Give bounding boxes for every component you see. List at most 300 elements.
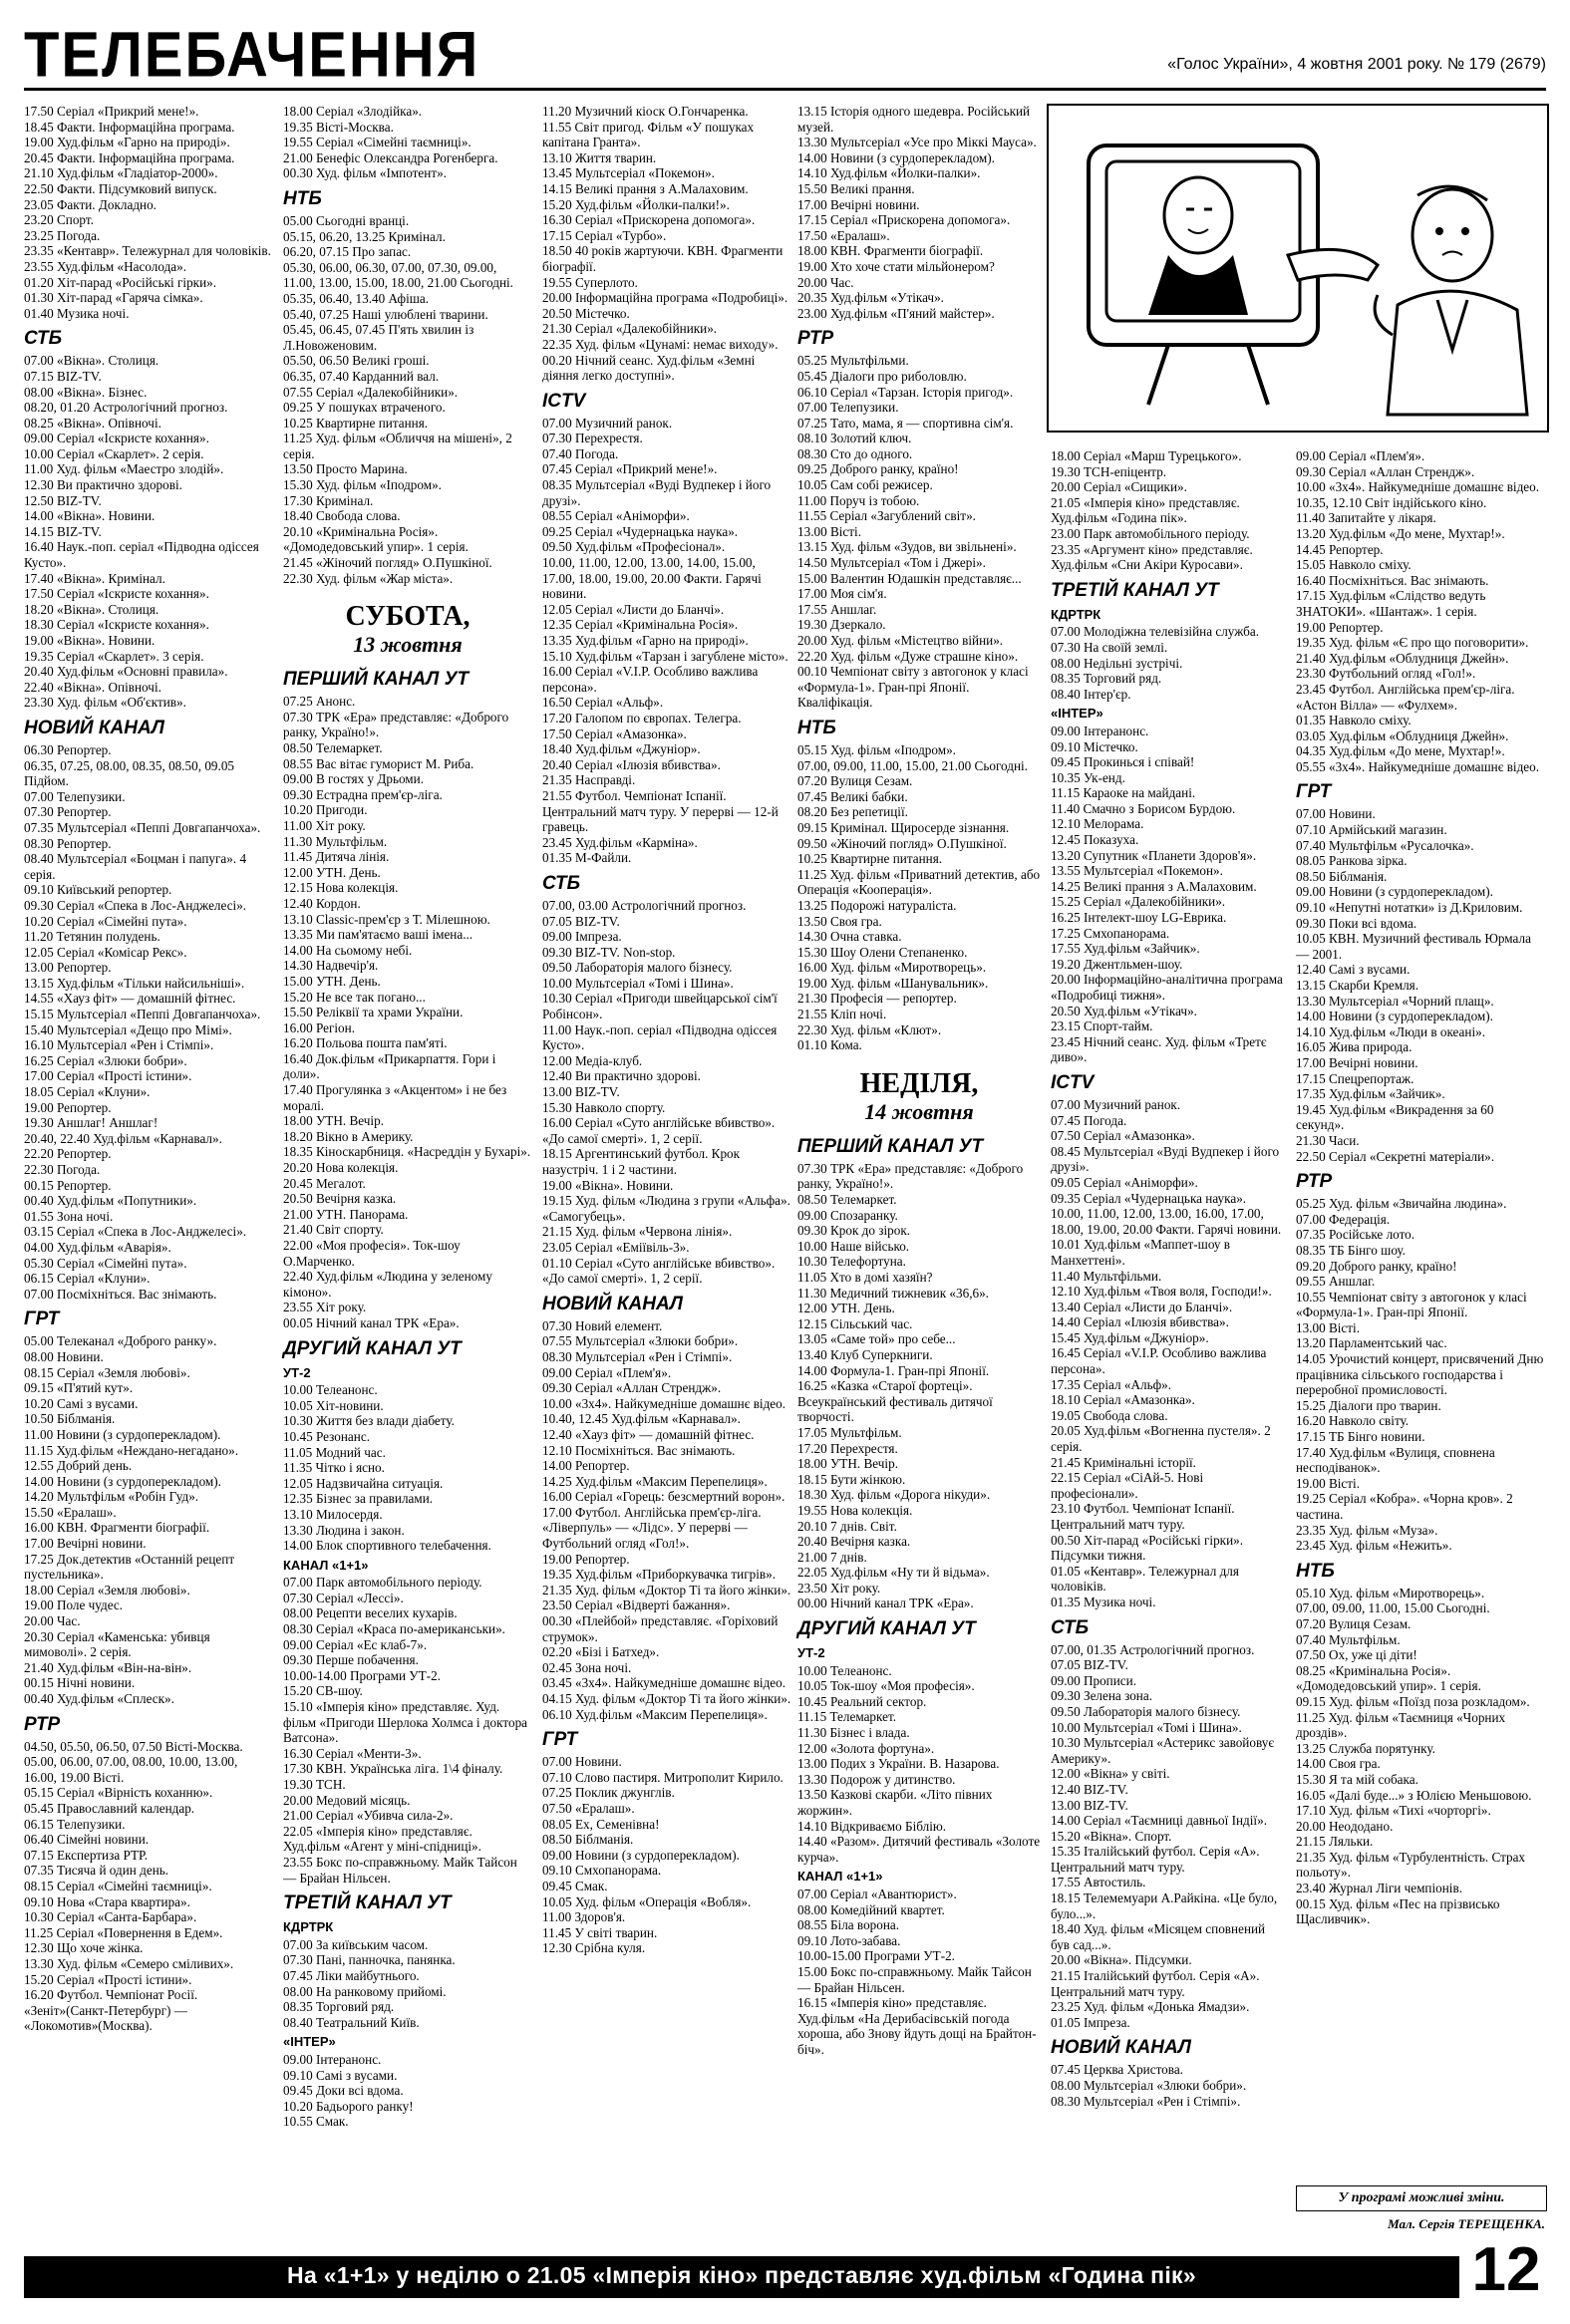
- schedule-item: 14.55 «Хауз фіт» — домашній фітнес.: [24, 991, 236, 1007]
- schedule-item: 08.00 Недільні зустрічі.: [1051, 655, 1183, 671]
- schedule-item: 16.45 Серіал «V.I.P. Особливо важлива персона».: [1051, 1345, 1267, 1377]
- schedule-item: 10.05 Хіт-новини.: [283, 1397, 384, 1413]
- schedule-item: 07.10 Слово пастиря. Митрополит Кирило.: [542, 1769, 784, 1785]
- schedule-item: 23.20 Спорт.: [24, 212, 94, 228]
- schedule-item: 19.05 Свобода слова.: [1051, 1407, 1168, 1423]
- schedule-item: 07.00 Телепузики.: [24, 788, 126, 804]
- schedule-item: 11.20 Музичний кіоск О.Гончаренка.: [542, 104, 749, 119]
- schedule-item: 15.10 «Імперія кіно» представляє. Худ. фільм «Пригоди Шерлока Холмса і доктора Ватсона».: [283, 1699, 528, 1746]
- schedule-item: 09.00 Прописи.: [1051, 1672, 1137, 1688]
- schedule-item: 11.40 Запитайте у лікаря.: [1296, 510, 1436, 526]
- schedule-item: 12.15 Сільський час.: [797, 1315, 913, 1331]
- schedule-item: 08.50 Телемаркет.: [797, 1192, 897, 1208]
- schedule-item: 17.15 ТБ Бінго новини.: [1296, 1429, 1425, 1445]
- schedule-item: 06.35, 07.25, 08.00, 08.35, 08.50, 09.05 Підйом.: [24, 757, 234, 789]
- schedule-item: 23.05 Факти. Докладно.: [24, 196, 157, 212]
- schedule-item: 07.45 Великі бабки.: [797, 788, 908, 804]
- channel-heading: СТБ: [1051, 1616, 1090, 1638]
- schedule-item: 18.40 Свобода слова.: [283, 508, 401, 524]
- schedule-item: 17.30 Кримінал.: [283, 492, 374, 508]
- schedule-item: 23.25 Погода.: [24, 227, 101, 243]
- schedule-item: 10.05 Ток-шоу «Моя професія».: [797, 1678, 975, 1694]
- schedule-item: 06.35, 07.40 Карданний вал.: [283, 368, 440, 384]
- schedule-item: 16.05 Жива природа.: [1296, 1039, 1413, 1055]
- schedule-item: 08.35 Мультсеріал «Вуді Вудпекер і його друзі».: [542, 477, 772, 508]
- schedule-item: 20.05 Худ.фільм «Вогненна пустеля». 2 серія.: [1051, 1423, 1271, 1455]
- schedule-item: 07.15 BIZ-TV.: [24, 368, 102, 384]
- schedule-item: 19.00 Худ. фільм «Шанувальник».: [797, 975, 989, 991]
- schedule-item: 01.55 Зона ночі.: [24, 1208, 114, 1224]
- schedule-item: 06.15 Серіал «Клуни».: [24, 1271, 151, 1287]
- schedule-item: 13.25 Подорожі натураліста.: [797, 897, 957, 913]
- schedule-item: 09.00 Новини (з сурдоперекладом).: [542, 1847, 740, 1863]
- schedule-item: 19.30 Дзеркало.: [797, 617, 886, 633]
- channel-heading: ТРЕТІЙ КАНАЛ УТ: [283, 1892, 452, 1914]
- schedule-item: 18.00 Серіал «Марш Турецького».: [1051, 448, 1242, 463]
- schedule-item: 11.25 Худ. фільм «Приватний детектив, або Операція «Кооперація».: [797, 866, 1041, 898]
- schedule-item: 11.15 Телемаркет.: [797, 1709, 897, 1725]
- schedule-item: 17.00 Вечірні новини.: [1296, 1054, 1418, 1070]
- channel-heading: СТБ: [24, 328, 63, 350]
- schedule-item: 11.00 Здоров'я.: [542, 1909, 626, 1925]
- schedule-item: 21.40 Світ спорту.: [283, 1222, 384, 1238]
- channel-heading: РТР: [797, 328, 834, 350]
- footer-text: На «1+1» у неділю о 21.05 «Імперія кіно» представляє худ.фільм «Година пік»: [287, 2262, 1196, 2288]
- schedule-item: 08.15 Серіал «Сімейні таємниці».: [24, 1878, 212, 1893]
- schedule-item: 21.45 «Жіночий погляд» О.Пушкіної.: [283, 555, 492, 571]
- schedule-item: 11.25 Худ. фільм «Таємниця «Чорних дроздів».: [1296, 1709, 1506, 1741]
- schedule-item: 14.05 Урочистий концерт, присвячений Дню працівника сільського господарства і переробної промисловості.: [1296, 1351, 1544, 1398]
- channel-subheading: КДРТРК: [283, 1919, 334, 1935]
- schedule-item: 17.15 Спецрепортаж.: [1296, 1070, 1414, 1086]
- channel-heading: НОВИЙ КАНАЛ: [24, 717, 164, 738]
- schedule-item: 00.40 Худ.фільм «Попутники».: [24, 1193, 197, 1209]
- schedule-item: 09.45 Доки всі вдома.: [283, 2083, 404, 2099]
- schedule-item: 15.00 УТН. День.: [283, 973, 381, 989]
- schedule-item: 10.05 КВН. Музичний фестиваль Юрмала — 2001.: [1296, 931, 1531, 962]
- schedule-item: 08.55 Серіал «Аніморфи».: [542, 508, 690, 524]
- schedule-item: 15.45 Худ.фільм «Джуніор».: [1051, 1329, 1209, 1345]
- schedule-item: 05.45 Діалоги про риболовлю.: [797, 368, 967, 384]
- schedule-item: 05.30, 06.00, 06.30, 07.00, 07.30, 09.00, 11.00, 13.00, 15.00, 18.00, 21.00 Сьогодні.: [283, 259, 513, 291]
- schedule-item: 07.45 Церква Христова.: [1051, 2062, 1183, 2078]
- schedule-item: 12.05 Серіал «Комісар Рекс».: [24, 944, 187, 960]
- masthead: [24, 18, 1546, 91]
- schedule-item: 00.10 Чемпіонат світу з автогонок у класі «Формула-1». Гран-прі Японії. Кваліфікація.: [797, 664, 1029, 711]
- schedule-item: 09.30 BIZ-TV. Non-stop.: [542, 944, 676, 960]
- schedule-item: 22.20 Репортер.: [24, 1146, 112, 1162]
- schedule-item: 12.40 Самі з вусами.: [1296, 962, 1411, 978]
- schedule-item: 19.00 «Вікна». Новини.: [24, 633, 156, 648]
- schedule-item: 19.35 Худ.фільм «Приборкувачка тигрів».: [542, 1567, 776, 1583]
- schedule-item: 08.30 Сто до одного.: [797, 445, 913, 461]
- schedule-item: 16.00 Худ. фільм «Миротворець».: [797, 960, 987, 976]
- schedule-item: 21.00 Бенефіс Олександра Рогенберга.: [283, 149, 498, 165]
- schedule-item: 07.00 За київським часом.: [283, 1936, 429, 1952]
- schedule-item: 07.50 «Ералаш».: [542, 1800, 635, 1816]
- schedule-item: 07.55 Серіал «Далекобійники».: [283, 384, 459, 400]
- channel-heading: ДРУГИЙ КАНАЛ УТ: [797, 1618, 976, 1640]
- schedule-item: 05.40, 07.25 Наші улюблені тварини.: [283, 306, 488, 322]
- schedule-item: 18.15 Телемемуари А.Райкіна. «Це було, було...».: [1051, 1890, 1278, 1921]
- schedule-item: 07.30 ТРК «Ера» представляє: «Доброго ранку, Україно!».: [283, 709, 509, 740]
- schedule-item: 12.00 Медіа-клуб.: [542, 1052, 643, 1068]
- schedule-item: 17.50 «Ералаш».: [797, 227, 890, 243]
- schedule-item: 13.30 Людина і закон.: [283, 1522, 405, 1538]
- schedule-item: 09.30 Крок до зірок.: [797, 1223, 911, 1239]
- schedule-item: 10.30 Телефортуна.: [797, 1254, 906, 1270]
- schedule-item: 18.30 Худ. фільм «Дорога нікуди».: [797, 1487, 991, 1503]
- schedule-item: 18.40 Худ. фільм «Місяцем сповнений був сад...».: [1051, 1921, 1266, 1952]
- schedule-item: 11.30 Бізнес і влада.: [797, 1725, 910, 1741]
- schedule-item: 14.10 Худ.фільм «Йолки-палки».: [797, 165, 981, 181]
- schedule-item: 07.30 Пані, панночка, панянка.: [283, 1952, 456, 1968]
- schedule-item: 09.10 Самі з вусами.: [283, 2067, 398, 2083]
- schedule-item: 23.30 Худ. фільм «Об'єктив».: [24, 695, 186, 711]
- schedule-item: 15.30 Навколо спорту.: [542, 1099, 666, 1115]
- schedule-item: 01.35 М-Файли.: [542, 850, 632, 866]
- schedule-item: 14.00 «Вікна». Новини.: [24, 508, 156, 524]
- schedule-item: 10.25 Квартирне питання.: [797, 851, 943, 867]
- schedule-item: 11.45 Дитяча лінія.: [283, 849, 390, 865]
- schedule-item: 20.40 Вечірня казка.: [797, 1534, 911, 1550]
- schedule-item: 17.00 Вечірні новини.: [797, 196, 920, 212]
- schedule-item: 19.30 ТСН-епіцентр.: [1051, 463, 1167, 479]
- schedule-item: 19.25 Серіал «Кобра». «Чорна кров». 2 частина.: [1296, 1491, 1513, 1522]
- schedule-item: 17.50 Серіал «Прикрий мене!».: [24, 104, 199, 119]
- schedule-item: 10.00 Серіал «Скарлет». 2 серія.: [24, 445, 204, 461]
- schedule-item: 10.00-15.00 Програми УТ-2.: [797, 1948, 955, 1964]
- schedule-item: 07.00 Музичний ранок.: [1051, 1096, 1181, 1112]
- schedule-item: 17.25 Док.детектив «Останній рецепт пустельника».: [24, 1551, 235, 1583]
- schedule-item: 08.25 «Вікна». Опівночі.: [24, 415, 161, 431]
- schedule-item: 17.25 Смхопанорама.: [1051, 925, 1170, 941]
- schedule-item: 10.20 Серіал «Сімейні пута».: [24, 913, 187, 929]
- schedule-item: 19.00 Худ.фільм «Гарно на природі».: [24, 135, 230, 150]
- schedule-item: 10.00 «3х4». Найкумедніше домашнє відео.: [542, 1395, 786, 1411]
- schedule-item: 13.15 Худ. фільм «Зудов, ви звільнені».: [797, 539, 1017, 555]
- schedule-item: 14.00 Своя гра.: [1296, 1756, 1381, 1772]
- schedule-item: 10.00 Мультсеріал «Томі і Шина».: [542, 975, 734, 991]
- schedule-item: 11.00 Худ. фільм «Маестро злодій».: [24, 461, 224, 477]
- schedule-item: 09.10 Містечко.: [1051, 738, 1138, 754]
- schedule-item: 10.20 Самі з вусами.: [24, 1395, 139, 1411]
- schedule-item: 10.00 Мультсеріал «Томі і Шина».: [1051, 1719, 1242, 1735]
- schedule-item: 19.00 Репортер.: [1296, 619, 1384, 635]
- schedule-item: 10.45 Реальний сектор.: [797, 1693, 927, 1709]
- schedule-item: 09.10 Смхопанорама.: [542, 1863, 662, 1879]
- schedule-item: 15.20 СВ-шоу.: [283, 1683, 363, 1699]
- schedule-item: 13.00 Репортер.: [24, 960, 112, 976]
- schedule-item: 05.45 Православний календар.: [24, 1800, 195, 1816]
- schedule-item: 09.25 У пошуках втраченого.: [283, 400, 446, 416]
- schedule-item: 18.40 Худ.фільм «Джуніор».: [542, 741, 701, 757]
- schedule-item: 06.40 Сімейні новини.: [24, 1832, 150, 1848]
- schedule-item: 23.45 Худ. фільм «Нежить».: [1296, 1538, 1452, 1554]
- schedule-item: 21.15 Італійський футбол. Серія «А». Центральний матч туру.: [1051, 1968, 1260, 1999]
- schedule-item: 23.30 Футбольний огляд «Гол!».: [1296, 666, 1476, 682]
- schedule-item: 09.30 Серіал «Аллан Стрендж».: [542, 1380, 722, 1396]
- schedule-item: 08.50 Телемаркет.: [283, 740, 383, 755]
- schedule-item: 12.05 Серіал «Листи до Бланчі».: [542, 601, 725, 617]
- schedule-item: 21.40 Худ.фільм «Він-на-він».: [24, 1659, 192, 1675]
- schedule-item: 02.45 Зона ночі.: [542, 1659, 632, 1675]
- schedule-item: 18.00 Серіал «Злодійка».: [283, 104, 423, 119]
- schedule-item: 20.45 Факти. Інформаційна програма.: [24, 149, 235, 165]
- schedule-item: 00.15 Репортер.: [24, 1177, 112, 1193]
- schedule-item: 01.10 Кома.: [797, 1037, 862, 1053]
- schedule-item: 07.00, 09.00, 11.00, 15.00 Сьогодні.: [1296, 1600, 1490, 1616]
- channel-heading: ПЕРШИЙ КАНАЛ УТ: [797, 1135, 984, 1157]
- schedule-item: 20.00 Серіал «Сищики».: [1051, 479, 1187, 495]
- schedule-item: 16.40 Посміхніться. Вас знімають.: [1296, 572, 1489, 588]
- schedule-item: 01.30 Хіт-парад «Гаряча сімка».: [24, 290, 203, 306]
- schedule-item: 20.00 Інформаційна програма «Подробиці».: [542, 290, 788, 306]
- schedule-item: 21.15 Худ. фільм «Червона лінія».: [542, 1224, 733, 1240]
- channel-heading: НТБ: [797, 717, 836, 738]
- schedule-item: 19.35 Серіал «Скарлет». 3 серія.: [24, 648, 204, 664]
- column-1: [24, 104, 273, 2034]
- schedule-item: 08.40 Мультсеріал «Боцман і папуга». 4 серія.: [24, 851, 247, 882]
- schedule-item: 14.00 Новини (з сурдоперекладом).: [1296, 1009, 1493, 1024]
- schedule-item: 23.35 «Аргумент кіно» представляє. Худ.фільм «Сни Акіри Куросави».: [1051, 541, 1253, 573]
- schedule-item: 09.30 Естрадна прем'єр-ліга.: [283, 786, 443, 802]
- schedule-item: 22.30 Худ. фільм «Клют».: [797, 1021, 942, 1037]
- schedule-item: 13.20 Худ.фільм «До мене, Мухтар!».: [1296, 525, 1505, 541]
- schedule-item: 10.00, 11.00, 12.00, 13.00, 16.00, 17.00, 18.00, 19.00, 20.00 Факти. Гарячі новини.: [1051, 1206, 1282, 1237]
- schedule-item: 12.30 Що хоче жінка.: [24, 1940, 144, 1956]
- day-heading: НЕДІЛЯ,: [859, 1067, 979, 1099]
- column-5: [1051, 448, 1286, 2109]
- schedule-item: 01.05 «Кентавр». Тележурнал для чоловіків.: [1051, 1563, 1239, 1595]
- schedule-item: 17.55 Автостиль.: [1051, 1875, 1146, 1890]
- schedule-item: 08.05 Ранкова зірка.: [1296, 853, 1408, 869]
- schedule-item: 20.50 Худ.фільм «Утікач».: [1051, 1003, 1197, 1018]
- schedule-item: 10.01 Худ.фільм «Маппет-шоу в Манхеттені».: [1051, 1237, 1231, 1268]
- schedule-item: 14.15 Великі прання з А.Малаховим.: [542, 180, 749, 196]
- schedule-item: 20.50 Містечко.: [542, 305, 630, 321]
- schedule-item: 17.40 «Вікна». Кримінал.: [24, 570, 165, 586]
- channel-heading: ICTV: [1051, 1071, 1095, 1093]
- schedule-item: 08.20, 01.20 Астрологічний прогноз.: [24, 400, 228, 416]
- schedule-item: 20.40, 22.40 Худ.фільм «Карнавал».: [24, 1130, 222, 1146]
- schedule-item: 07.00 Посміхніться. Вас знімають.: [24, 1286, 217, 1302]
- schedule-item: 10.50 Біблманія.: [24, 1411, 116, 1427]
- schedule-item: 10.30 Життя без влади діабету.: [283, 1413, 455, 1429]
- schedule-item: 17.30 КВН. Українська ліга. 1\4 фіналу.: [283, 1761, 503, 1777]
- schedule-item: 11.55 Світ пригод. Фільм «У пошуках капітана Гранта».: [542, 119, 755, 150]
- schedule-item: 11.55 Серіал «Загублений світ».: [797, 508, 976, 524]
- schedule-item: 11.30 Мультфільм.: [283, 833, 388, 849]
- schedule-item: 13.50 Своя гра.: [797, 913, 882, 929]
- channel-heading: СТБ: [542, 872, 581, 894]
- schedule-item: 13.45 Мультсеріал «Покемон».: [542, 165, 715, 181]
- schedule-item: 02.20 «Бізі і Батхед».: [542, 1644, 660, 1660]
- schedule-item: 16.00 КВН. Фрагменти біографії.: [24, 1520, 210, 1536]
- schedule-item: 05.15 Серіал «Вірність коханню».: [24, 1785, 213, 1801]
- schedule-item: 01.35 Навколо сміху.: [1296, 713, 1412, 728]
- schedule-item: 09.45 Прокинься і співай!: [1051, 754, 1195, 770]
- schedule-item: 13.10 Життя тварин.: [542, 149, 657, 165]
- schedule-item: 09.50 Худ.фільм «Професіонал».: [542, 539, 726, 555]
- schedule-item: 19.00 Вісті.: [1296, 1475, 1361, 1491]
- schedule-item: 16.15 «Імперія кіно» представляє. Худ.фільм «На Дерибасівській погода хороша, або Знову йдуть дощі на Брайтон-біч».: [797, 1995, 1037, 2057]
- schedule-item: 05.50, 06.50 Великі гроші.: [283, 353, 430, 369]
- schedule-item: 18.00 УТН. Вечір.: [797, 1456, 898, 1472]
- schedule-item: 01.40 Музика ночі.: [24, 305, 130, 321]
- schedule-item: 17.00 Вечірні новини.: [24, 1536, 147, 1552]
- footer-banner: [24, 2256, 1459, 2298]
- schedule-item: 13.15 Історія одного шедевра. Російський музей.: [797, 104, 1031, 135]
- schedule-item: 14.00 Серіал «Таємниці давньої Індії».: [1051, 1813, 1267, 1829]
- schedule-item: 14.25 Великі прання з А.Малаховим.: [1051, 878, 1257, 894]
- schedule-item: 07.20 Вулиця Сезам.: [1296, 1615, 1412, 1631]
- schedule-item: 20.00 Час.: [24, 1613, 81, 1629]
- schedule-item: 23.35 «Кентавр». Тележурнал для чоловіків.: [24, 243, 271, 259]
- schedule-item: 09.10 Лото-забава.: [797, 1932, 901, 1948]
- schedule-item: 08.40 Театральний Київ.: [283, 2014, 420, 2030]
- schedule-item: 20.00 Інформаційно-аналітична програма «Подробиці тижня».: [1051, 972, 1283, 1003]
- schedule-item: 14.50 Мультсеріал «Том і Джері».: [797, 555, 986, 571]
- schedule-item: 07.20 Вулиця Сезам.: [797, 773, 913, 789]
- schedule-item: 18.05 Серіал «Клуни».: [24, 1084, 151, 1100]
- schedule-item: 16.00 Серіал «V.I.P. Особливо важлива персона».: [542, 664, 759, 695]
- schedule-item: 08.55 Біла ворона.: [797, 1917, 900, 1933]
- schedule-item: 22.30 Худ. фільм «Жар міста».: [283, 570, 454, 586]
- schedule-item: 16.25 Інтелект-шоу LG-Еврика.: [1051, 910, 1227, 926]
- schedule-item: 07.25 Анонс.: [283, 694, 356, 710]
- schedule-item: 17.20 Галопом по європах. Телегра.: [542, 710, 742, 726]
- day-date: 14 жовтня: [864, 1098, 974, 1124]
- schedule-item: 22.00 «Моя професія». Ток-шоу О.Марченко.: [283, 1238, 461, 1269]
- schedule-item: 10.00 Телеанонс.: [797, 1662, 892, 1678]
- schedule-item: 12.10 Мелорама.: [1051, 816, 1144, 832]
- day-date: 13 жовтня: [353, 632, 463, 658]
- schedule-item: 18.00 УТН. Вечір.: [283, 1113, 384, 1129]
- schedule-item: 07.50 Серіал «Амазонка».: [1051, 1128, 1195, 1144]
- schedule-item: 08.50 Біблманія.: [1296, 868, 1388, 884]
- schedule-item: 07.00 Музичний ранок.: [542, 415, 673, 431]
- schedule-item: 10.25 Квартирне питання.: [283, 415, 429, 431]
- schedule-item: 08.40 Інтер'єр.: [1051, 686, 1131, 702]
- schedule-item: 19.55 Суперлото.: [542, 274, 638, 290]
- schedule-item: 18.15 Бути жінкою.: [797, 1471, 906, 1487]
- schedule-item: 19.30 Аншлаг! Аншлаг!: [24, 1115, 158, 1131]
- schedule-item: 01.20 Хіт-парад «Російські гірки».: [24, 274, 217, 290]
- schedule-item: 10.40, 12.45 Худ.фільм «Карнавал».: [542, 1411, 741, 1427]
- channel-subheading: КДРТРК: [1051, 606, 1101, 622]
- schedule-item: 12.00 «Золота фортуна».: [797, 1740, 935, 1756]
- schedule-item: 22.35 Худ. фільм «Цунамі: немає виходу».: [542, 336, 779, 352]
- schedule-item: 14.40 «Разом». Дитячий фестиваль «Золоте курча».: [797, 1834, 1041, 1865]
- schedule-item: 10.00-14.00 Програми УТ-2.: [283, 1667, 441, 1683]
- schedule-item: 07.30 Новий елемент.: [542, 1317, 663, 1333]
- column-6: [1296, 448, 1545, 1927]
- schedule-item: 21.00 Серіал «Убивча сила-2».: [283, 1808, 454, 1824]
- schedule-item: 09.10 Київський репортер.: [24, 882, 172, 898]
- column-2: [283, 104, 532, 2130]
- schedule-item: 20.00 Час.: [797, 274, 854, 290]
- schedule-item: 07.55 Мультсеріал «Злюки бобри».: [542, 1333, 739, 1349]
- schedule-item: 09.30 Поки всі вдома.: [1296, 915, 1417, 931]
- schedule-item: 03.15 Серіал «Спека в Лос-Анджелесі».: [24, 1224, 247, 1240]
- schedule-item: 14.00 Репортер.: [542, 1458, 630, 1474]
- schedule-item: 23.55 Бокс по-справжньому. Майк Тайсон — Брайан Нільсен.: [283, 1854, 517, 1886]
- schedule-item: 09.30 Зелена зона.: [1051, 1688, 1153, 1704]
- schedule-item: 20.50 Вечірня казка.: [283, 1191, 397, 1207]
- schedule-item: 11.00 Поруч із тобою.: [797, 492, 920, 508]
- schedule-item: 08.30 Мультсеріал «Рен і Стімпі».: [1051, 2093, 1241, 2109]
- schedule-item: 01.05 Імпреза.: [1051, 2014, 1130, 2030]
- schedule-item: 09.00 Новини (з сурдоперекладом).: [1296, 884, 1493, 900]
- schedule-item: 15.30 Худ. фільм «Іподром».: [283, 477, 442, 493]
- schedule-item: 16.20 Навколо світу.: [1296, 1413, 1410, 1429]
- schedule-item: 11.00 Наук.-поп. серіал «Підводна одіссея Кусто».: [542, 1021, 778, 1053]
- channel-subheading: УТ-2: [797, 1645, 825, 1661]
- schedule-item: 16.25 «Казка «Старої фортеці». Всеукраїнський фестиваль дитячої творчості.: [797, 1378, 993, 1425]
- schedule-item: 09.20 Доброго ранку, країно!: [1296, 1258, 1457, 1274]
- schedule-item: 17.15 Серіал «Прискорена допомога».: [797, 212, 1011, 228]
- schedule-item: 08.00 «Вікна». Бізнес.: [24, 384, 148, 400]
- schedule-item: 17.40 Прогулянка з «Акцентом» і не без моралі.: [283, 1082, 507, 1113]
- schedule-item: 13.35 Ми пам'ятаємо ваші імена...: [283, 927, 473, 943]
- schedule-item: 06.10 Серіал «Тарзан. Історія пригод».: [797, 384, 1014, 400]
- schedule-item: 13.20 Супутник «Планети Здоров'я».: [1051, 847, 1257, 863]
- schedule-item: 18.20 Вікно в Америку.: [283, 1128, 414, 1144]
- schedule-item: 17.55 Худ.фільм «Зайчик».: [1051, 941, 1200, 957]
- schedule-item: 21.00 УТН. Панорама.: [283, 1206, 409, 1222]
- schedule-item: 07.45 Погода.: [1051, 1112, 1127, 1128]
- schedule-item: 08.00 На ранковому прийомі.: [283, 1983, 447, 1999]
- channel-heading: ГРТ: [24, 1308, 60, 1330]
- schedule-item: 23.40 Журнал Ліги чемпіонів.: [1296, 1881, 1462, 1896]
- schedule-item: 07.05 BIZ-TV.: [1051, 1657, 1128, 1673]
- schedule-item: 07.00 Серіал «Авантюрист».: [797, 1886, 957, 1901]
- schedule-item: 14.00 Новини (з сурдоперекладом).: [797, 149, 995, 165]
- schedule-item: 23.55 Худ.фільм «Насолода».: [24, 258, 187, 274]
- channel-subheading: КАНАЛ «1+1»: [283, 1557, 369, 1573]
- schedule-item: 22.40 Худ.фільм «Людина у зеленому кімоно».: [283, 1269, 492, 1300]
- schedule-item: 21.00 7 днів.: [797, 1549, 867, 1565]
- schedule-item: 21.30 Часи.: [1296, 1132, 1360, 1148]
- schedule-item: 07.00, 03.00 Астрологічний прогноз.: [542, 897, 747, 913]
- schedule-item: 09.00 Інтеранонс.: [283, 2051, 382, 2067]
- schedule-item: 15.20 «Вікна». Спорт.: [1051, 1828, 1172, 1844]
- schedule-item: 07.00, 09.00, 11.00, 15.00, 21.00 Сьогодні.: [797, 757, 1028, 773]
- schedule-item: 16.25 Серіал «Злюки бобри».: [24, 1052, 187, 1068]
- schedule-item: 05.30 Серіал «Сімейні пута».: [24, 1255, 187, 1271]
- schedule-item: 10.35 Ук-енд.: [1051, 769, 1125, 785]
- schedule-item: 12.10 Худ.фільм «Твоя воля, Господи!».: [1051, 1284, 1272, 1300]
- illustration-credit: Мал. Сергія ТЕРЕЩЕНКА.: [1388, 2216, 1545, 2231]
- schedule-item: 19.55 Серіал «Сімейні таємниці».: [283, 135, 471, 150]
- schedule-item: 23.35 Худ. фільм «Муза».: [1296, 1522, 1438, 1538]
- schedule-item: 09.00 Серіал «Іскристе кохання».: [24, 431, 209, 446]
- schedule-item: 23.45 Нічний сеанс. Худ. фільм «Третє диво».: [1051, 1033, 1267, 1065]
- schedule-item: 19.20 Джентльмен-шоу.: [1051, 956, 1183, 972]
- schedule-item: 09.10 «Непутні нотатки» із Д.Криловим.: [1296, 900, 1523, 916]
- schedule-item: 08.00 Мультсеріал «Злюки бобри».: [1051, 2078, 1247, 2093]
- schedule-item: 16.20 Польова пошта пам'яті.: [283, 1035, 448, 1051]
- schedule-item: 14.00 На сьомому небі.: [283, 942, 413, 958]
- schedule-item: 16.10 Мультсеріал «Рен і Стімпі».: [24, 1037, 214, 1053]
- schedule-item: 14.15 BIZ-TV.: [24, 523, 102, 539]
- schedule-item: 09.15 «П'ятий кут».: [24, 1380, 134, 1396]
- schedule-item: 15.10 Худ.фільм «Тарзан і загублене місто».: [542, 648, 788, 664]
- schedule-item: 21.10 Худ.фільм «Гладіатор-2000».: [24, 165, 218, 181]
- schedule-item: 05.10 Худ. фільм «Миротворець».: [1296, 1585, 1485, 1600]
- schedule-item: 14.45 Репортер.: [1296, 541, 1384, 557]
